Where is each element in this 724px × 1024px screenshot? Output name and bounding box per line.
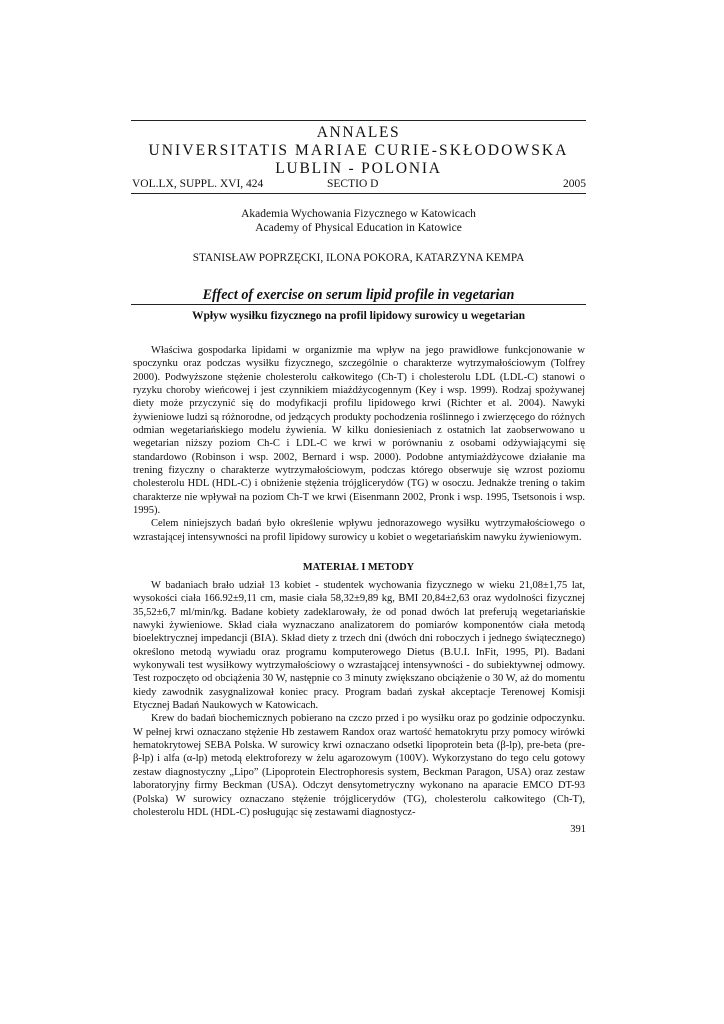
intro-paragraph: Celem niniejszych badań było określenie wpływu jednorazowego wysiłku wytrzymałościowego o wzrastającej intensywności na profil lipidowy surowicy u kobiet o wegetariańskim nawyku żywieniowym. — [133, 518, 585, 543]
introduction-section — [133, 344, 585, 544]
volume-info: VOL.LX, SUPPL. XVI, 424 — [132, 178, 264, 190]
article-title-english: Effect of exercise on serum lipid profile in vegetarian — [202, 287, 515, 303]
page-number: 391 — [570, 824, 586, 835]
journal-name-line1: ANNALES — [316, 124, 401, 141]
affiliation-polish: Akademia Wychowania Fizycznego w Katowicach — [241, 208, 476, 220]
section-info: SECTIO D — [327, 178, 379, 190]
header-top-rule — [131, 120, 586, 121]
methods-paragraph: Krew do badań biochemicznych pobierano na czczo przed i po wysiłku oraz po godzinie odpoczynku. W pełnej krwi oznaczano stężenie Hb zestawem Randox oraz wartość hematokrytu przy pomocy wirówki hematokrytowej SEBA Polska. W surowicy krwi oznaczano odsetki lipoprotein beta (β-lp), pre-beta (pre-β-lp) i alfa (α-lp) metodą elektroforezy w żelu agarozowym (100V). Wykorzystano do tego celu gotowy zestaw diagnostyczny „Lipo” (Lipoprotein Electrophoresis system, Beckman Paragon, USA) oraz zestaw laboratoryjny firmy Beckman (USA). Odczyt densytometryczny wykonano na aparacie EMCO DT-93 (Polska) W surowicy oznaczano stężenie trójglicerydów (TG), cholesterolu całkowitego (Ch-T), cholesterolu HDL (HDL-C) posługując się zestawami diagnostycz- — [133, 713, 585, 818]
authors: STANISŁAW POPRZĘCKI, ILONA POKORA, KATARZYNA KEMPA — [192, 252, 525, 264]
methods-paragraph: W badaniach brało udział 13 kobiet - studentek wychowania fizycznego w wieku 21,08±1,75 lat, wysokości ciała 166.92±9,11 cm, masie ciała 58,32±9,89 kg, BMI 20,84±2,63 oraz wydolności fizycznej 35,52±6,7 ml/min/kg. Badane kobiety zadeklarowały, że od ponad dwóch lat preferują wegetariańskie nawyki żywieniowe. Skład ciała wyznaczano analizatorem do pomiarów komponentów ciała metodą bioelektrycznej impedancji (BIA). Skład diety z trzech dni (dwóch dni roboczych i jednego świątecznego) określono metodą wywiadu oraz programu komputerowego Dietus (B.U.I. InFit, 1995, Pl). Badani wykonywali test wysiłkowy wytrzymałościowy o wzrastającej intensywności - do subiektywnej odmowy. Test rozpoczęto od obciążenia 30 W, następnie co 3 minuty zwiększano obciążenie o 30 W, aż do momentu kiedy zawodnik zasygnalizował koniec pracy. Program badań zyskał akceptacje Terenowej Komisji Etycznej Badań Naukowych w Katowicach. — [133, 580, 585, 712]
intro-paragraph: Właściwa gospodarka lipidami w organizmie ma wpływ na jego prawidłowe funkcjonowanie w spoczynku oraz podczas wysiłku fizycznego, szczególnie o charakterze wytrzymałościowym (Tolfrey 2000). Podwyższone stężenie cholesterolu całkowitego (Ch-T) i cholesterolu LDL (LDL-C) stanowi o ryzyku choroby wieńcowej i jest czynnikiem miażdżycogennym (Key i wsp. 1999). Rodzaj spożywanej diety może przyczynić się do modyfikacji profilu lipidowego krwi (Richter et al. 2004). Nawyki żywieniowe ludzi są różnorodne, od jedzących produkty pochodzenia roślinnego i zwierzęcego do różnych odmian wegetariańskiego modelu żywienia. W kilku doniesieniach z ostatnich lat zaobserwowano u wegetarian niższy poziom Ch-C i LDL-C we krwi w porównaniu z osobami odżywiającymi się standardowo (Robinson i wsp. 2002, Bernard i wsp. 2000). Podobne antymiażdżycowe działanie ma trening fizyczny o charakterze wytrzymałościowym, podczas którego obserwuje się wzrost poziomu cholesterolu HDL (HDL-C) i obniżenie stężenia trójglicerydów (TG) w osoczu. Jednakże trening o takim charakterze nie wpływał na poziom Ch-T we krwi (Eisenmann 2002, Pronk i wsp. 1995, Tsetsonois i wsp. 1995). — [133, 345, 585, 517]
year-info: 2005 — [563, 178, 586, 190]
article-title-polish: Wpływ wysiłku fizycznego na profil lipidowy surowicy u wegetarian — [191, 310, 526, 322]
methods-heading: MATERIAŁ I METODY — [302, 562, 415, 573]
title-rule — [131, 304, 586, 305]
journal-name-line2: UNIVERSITATIS MARIAE CURIE-SKŁODOWSKA — [148, 142, 569, 159]
methods-section — [133, 579, 585, 819]
affiliation-english: Academy of Physical Education in Katowice — [255, 222, 462, 234]
header-bottom-rule — [131, 193, 586, 194]
journal-name-line3: LUBLIN - POLONIA — [275, 160, 442, 177]
